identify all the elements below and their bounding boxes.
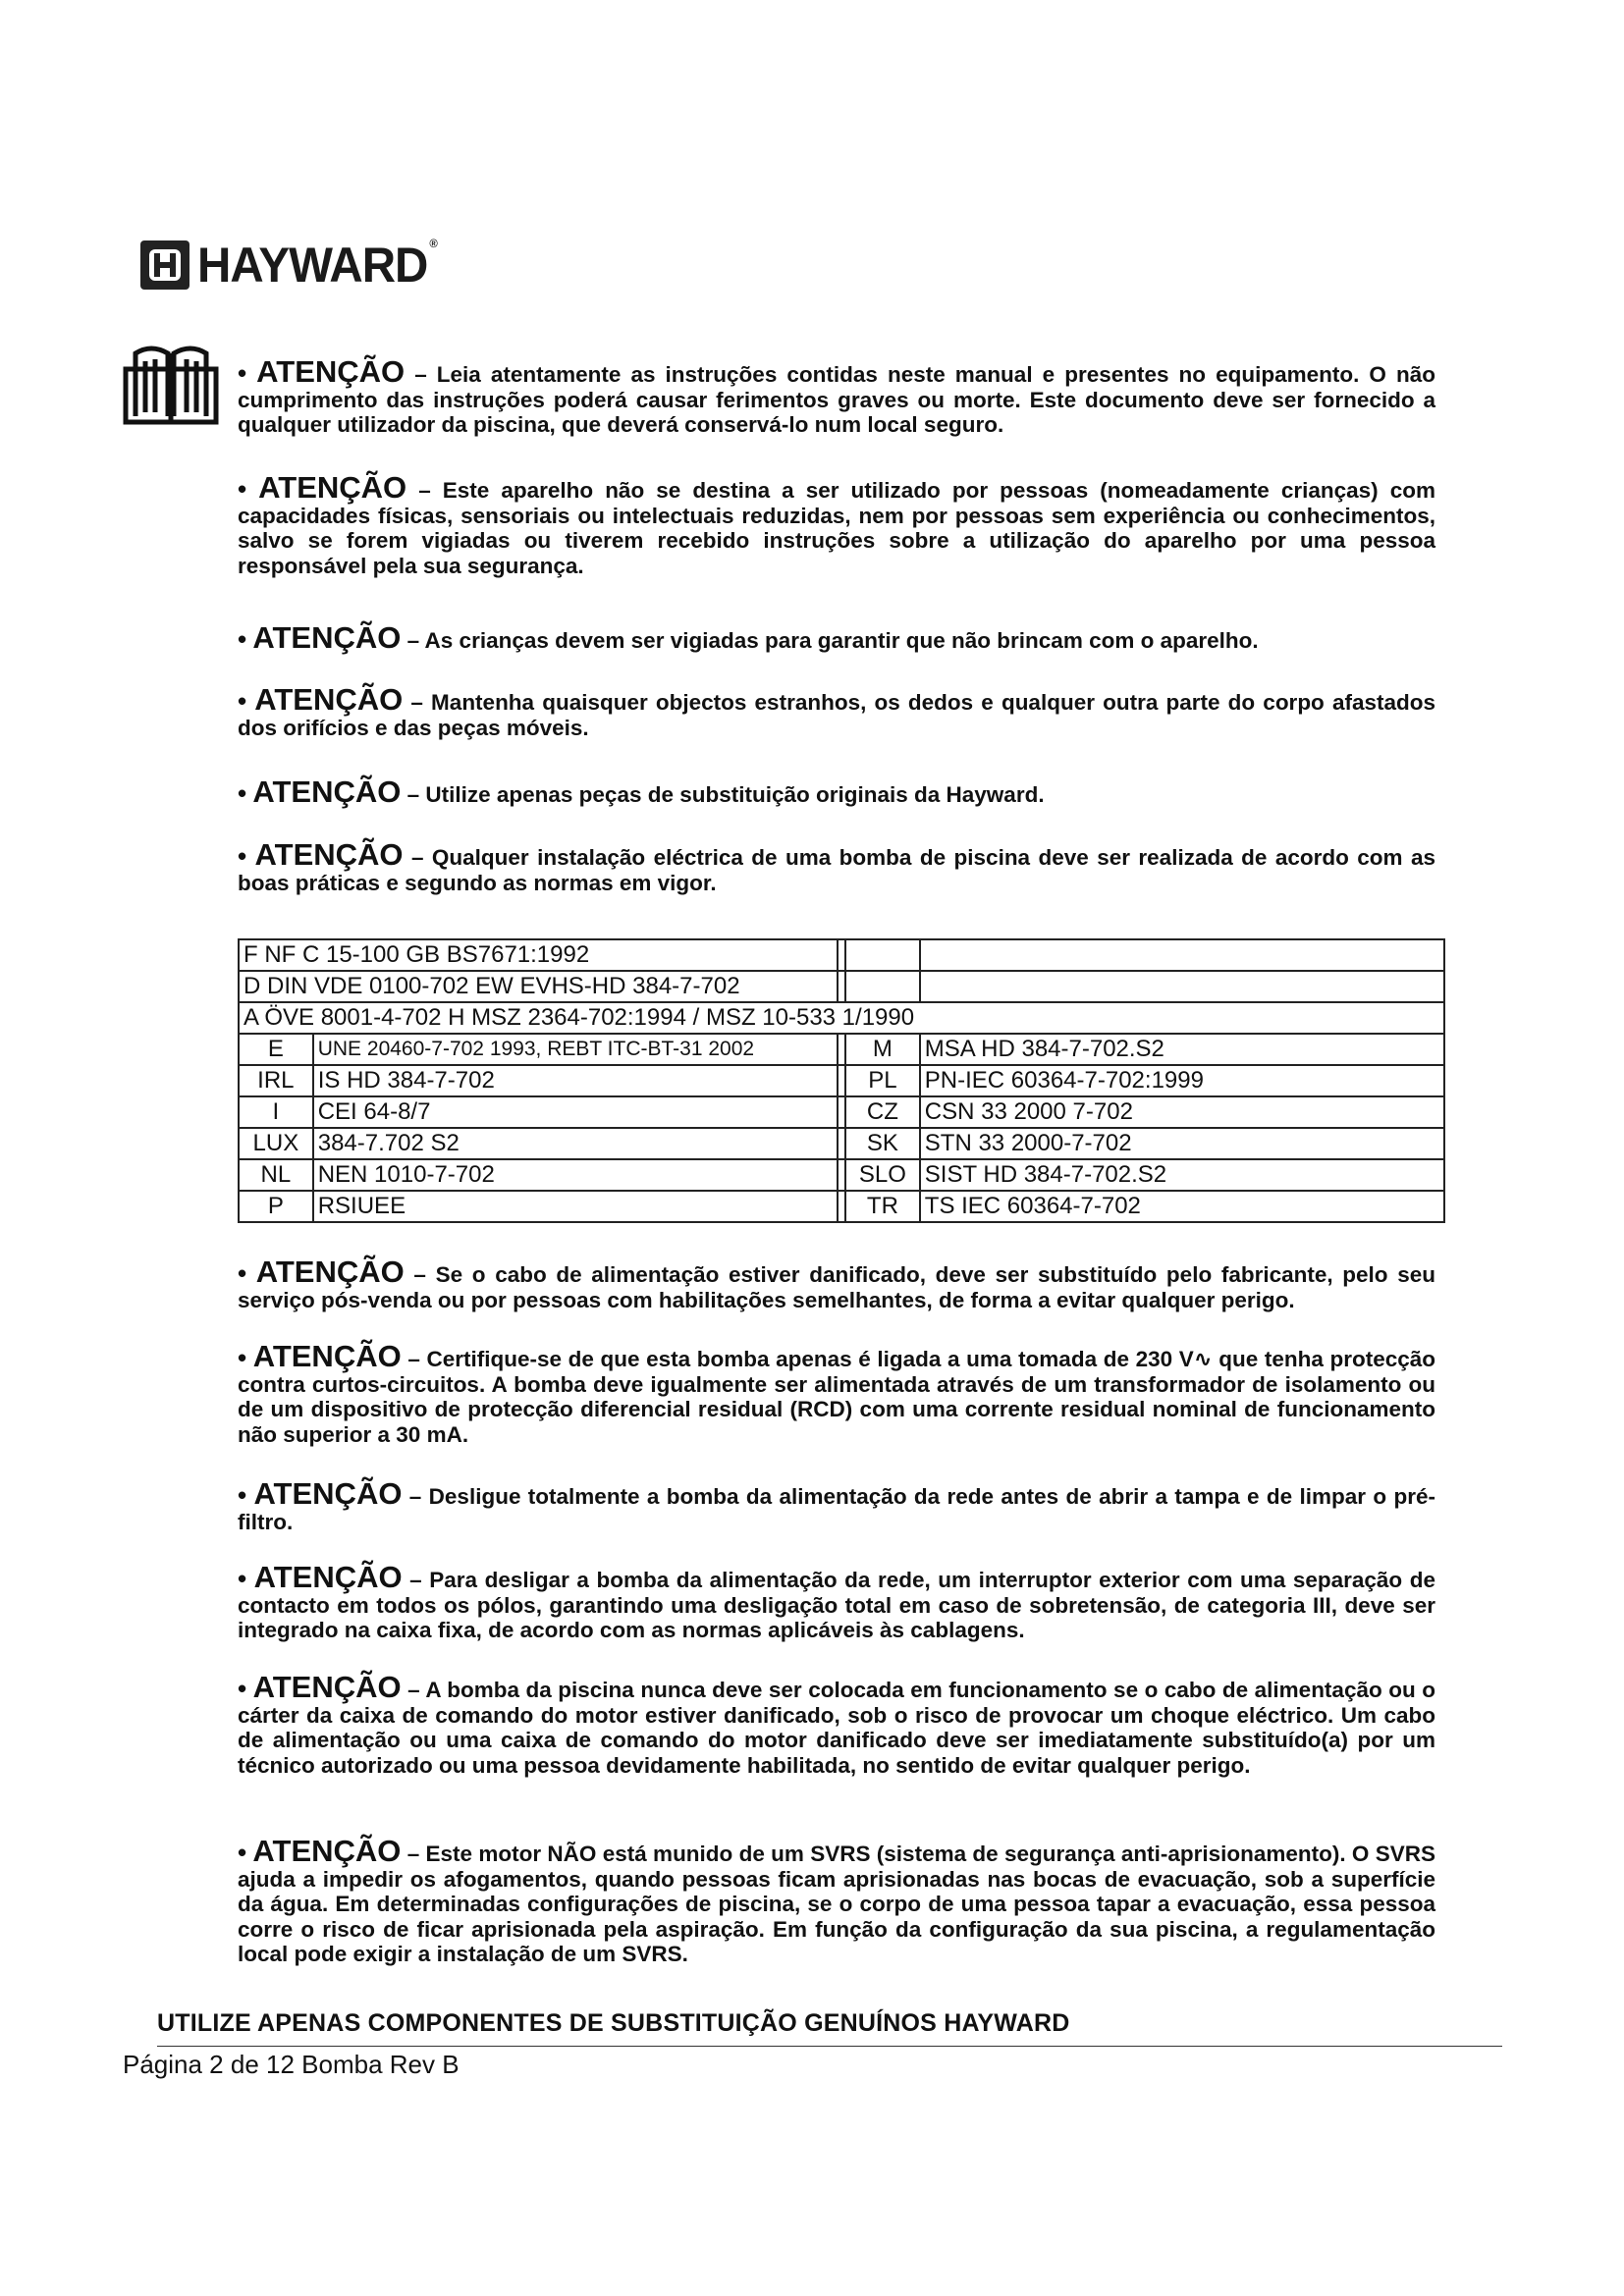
- standard-value: IS HD 384-7-702: [313, 1065, 838, 1096]
- table-cell: F NF C 15-100 GB BS7671:1992: [239, 939, 838, 971]
- warning-2: • ATENÇÃO – Este aparelho não se destina a ser utilizado por pessoas (nomeadamente crianças) com capacidades físicas, sensoriais ou intelectuais reduzidas, nem por pessoas sem experiência ou conhecimentos, salvo se forem vigiadas ou tiverem recebido instruções sobre a utilização do aparelho por uma pessoa responsável pela sua segurança.: [238, 470, 1435, 578]
- table-row: [239, 1128, 1444, 1159]
- country-code: PL: [845, 1065, 920, 1096]
- warning-8: • ATENÇÃO – Certifique-se de que esta bomba apenas é ligada a uma tomada de 230 V∿ que tenha protecção contra curtos-circuitos. A bomba deve igualmente ser alimentada através de um transformador de isolamento ou de um dispositivo de protecção diferencial residual (RCD) com uma corrente residual nominal de funcionamento não superior a 30 mA.: [238, 1339, 1435, 1447]
- warning-6: • ATENÇÃO – Qualquer instalação eléctrica de uma bomba de piscina deve ser realizada de acordo com as boas práticas e segundo as normas em vigor.: [238, 837, 1435, 895]
- page-number: Página 2 de 12 Bomba Rev B: [123, 2050, 460, 2079]
- country-code: CZ: [845, 1096, 920, 1128]
- table-row: [239, 939, 1444, 971]
- read-manual-icon: [122, 340, 220, 426]
- country-code: SK: [845, 1128, 920, 1159]
- warning-12: • ATENÇÃO – Este motor NÃO está munido de um SVRS (sistema de segurança anti-aprisionamento). O SVRS ajuda a impedir os afogamentos, quando pessoas ficam aprisionadas nas bocas de evacuação, sob a superfície da água. Em determinadas configurações de piscina, se o corpo de uma pessoa tapar a evacuação, essa pessoa corre o risco de ficar aprisionada pela aspiração. Em função da configuração da sua piscina, a regulamentação local pode exigir a instalação de um SVRS.: [238, 1834, 1435, 1966]
- footer-title: UTILIZE APENAS COMPONENTES DE SUBSTITUIÇÃO GENUÍNOS HAYWARD: [157, 2009, 1070, 2037]
- standard-value: NEN 1010-7-702: [313, 1159, 838, 1191]
- table-row: [239, 1065, 1444, 1096]
- table-row: [239, 1096, 1444, 1128]
- table-row: [239, 1002, 1444, 1034]
- warning-10: • ATENÇÃO – Para desligar a bomba da alimentação da rede, um interruptor exterior com uma separação de contacto em todos os pólos, garantindo uma desligação total em caso de sobretensão, de categoria III, deve ser integrado na caixa fixa, de acordo com as normas aplicáveis às cablagens.: [238, 1560, 1435, 1642]
- standard-value: 384-7.702 S2: [313, 1128, 838, 1159]
- table-row: [239, 1034, 1444, 1065]
- table-cell: A ÖVE 8001-4-702 H MSZ 2364-702:1994 / MSZ 10-533 1/1990: [239, 1002, 1444, 1034]
- warning-7: • ATENÇÃO – Se o cabo de alimentação estiver danificado, deve ser substituído pelo fabricante, pelo seu serviço pós-venda ou por pessoas com habilitações semelhantes, de forma a evitar qualquer perigo.: [238, 1255, 1435, 1312]
- table-row: [239, 971, 1444, 1002]
- warning-9: • ATENÇÃO – Desligue totalmente a bomba da alimentação da rede antes de abrir a tampa e de limpar o pré-filtro.: [238, 1476, 1435, 1534]
- warning-3: • ATENÇÃO – As crianças devem ser vigiadas para garantir que não brincam com o aparelho.: [238, 620, 1259, 655]
- country-code: P: [239, 1191, 313, 1222]
- warning-5: • ATENÇÃO – Utilize apenas peças de substituição originais da Hayward.: [238, 774, 1045, 809]
- standard-value: SIST HD 384-7-702.S2: [920, 1159, 1444, 1191]
- table-row: [239, 1159, 1444, 1191]
- footer-divider: [157, 2046, 1502, 2047]
- standard-value: UNE 20460-7-702 1993, REBT ITC-BT-31 2002: [313, 1034, 838, 1065]
- warning-11: • ATENÇÃO – A bomba da piscina nunca deve ser colocada em funcionamento se o cabo de alimentação ou o cárter da caixa de comando do motor estiver danificado, sob o risco de provocar um choque eléctrico. Um cabo de alimentação ou uma caixa de comando do motor danificado deve ser imediatamente substituído(a) por um técnico autorizado ou uma pessoa devidamente habilitada, no sentido de evitar qualquer perigo.: [238, 1670, 1435, 1778]
- standard-value: CSN 33 2000 7-702: [920, 1096, 1444, 1128]
- country-code: E: [239, 1034, 313, 1065]
- standards-table: [238, 938, 1445, 1223]
- brand-name: HAYWARD ®: [197, 237, 437, 293]
- standard-value: RSIUEE: [313, 1191, 838, 1222]
- country-code: IRL: [239, 1065, 313, 1096]
- table-cell: D DIN VDE 0100-702 EW EVHS-HD 384-7-702: [239, 971, 838, 1002]
- standard-value: TS IEC 60364-7-702: [920, 1191, 1444, 1222]
- standard-value: CEI 64-8/7: [313, 1096, 838, 1128]
- country-code: I: [239, 1096, 313, 1128]
- hayward-logo-icon: [140, 240, 189, 290]
- hayward-logo: [140, 238, 450, 293]
- country-code: SLO: [845, 1159, 920, 1191]
- standard-value: STN 33 2000-7-702: [920, 1128, 1444, 1159]
- country-code: LUX: [239, 1128, 313, 1159]
- country-code: NL: [239, 1159, 313, 1191]
- warning-4: • ATENÇÃO – Mantenha quaisquer objectos estranhos, os dedos e qualquer outra parte do corpo afastados dos orifícios e das peças móveis.: [238, 682, 1435, 740]
- country-code: M: [845, 1034, 920, 1065]
- warning-1: • ATENÇÃO – Leia atentamente as instruções contidas neste manual e presentes no equipamento. O não cumprimento das instruções poderá causar ferimentos graves ou morte. Este documento deve ser fornecido a qualquer utilizador da piscina, que deverá conservá-lo num local seguro.: [238, 354, 1435, 437]
- table-row: [239, 1191, 1444, 1222]
- standard-value: MSA HD 384-7-702.S2: [920, 1034, 1444, 1065]
- country-code: TR: [845, 1191, 920, 1222]
- standard-value: PN-IEC 60364-7-702:1999: [920, 1065, 1444, 1096]
